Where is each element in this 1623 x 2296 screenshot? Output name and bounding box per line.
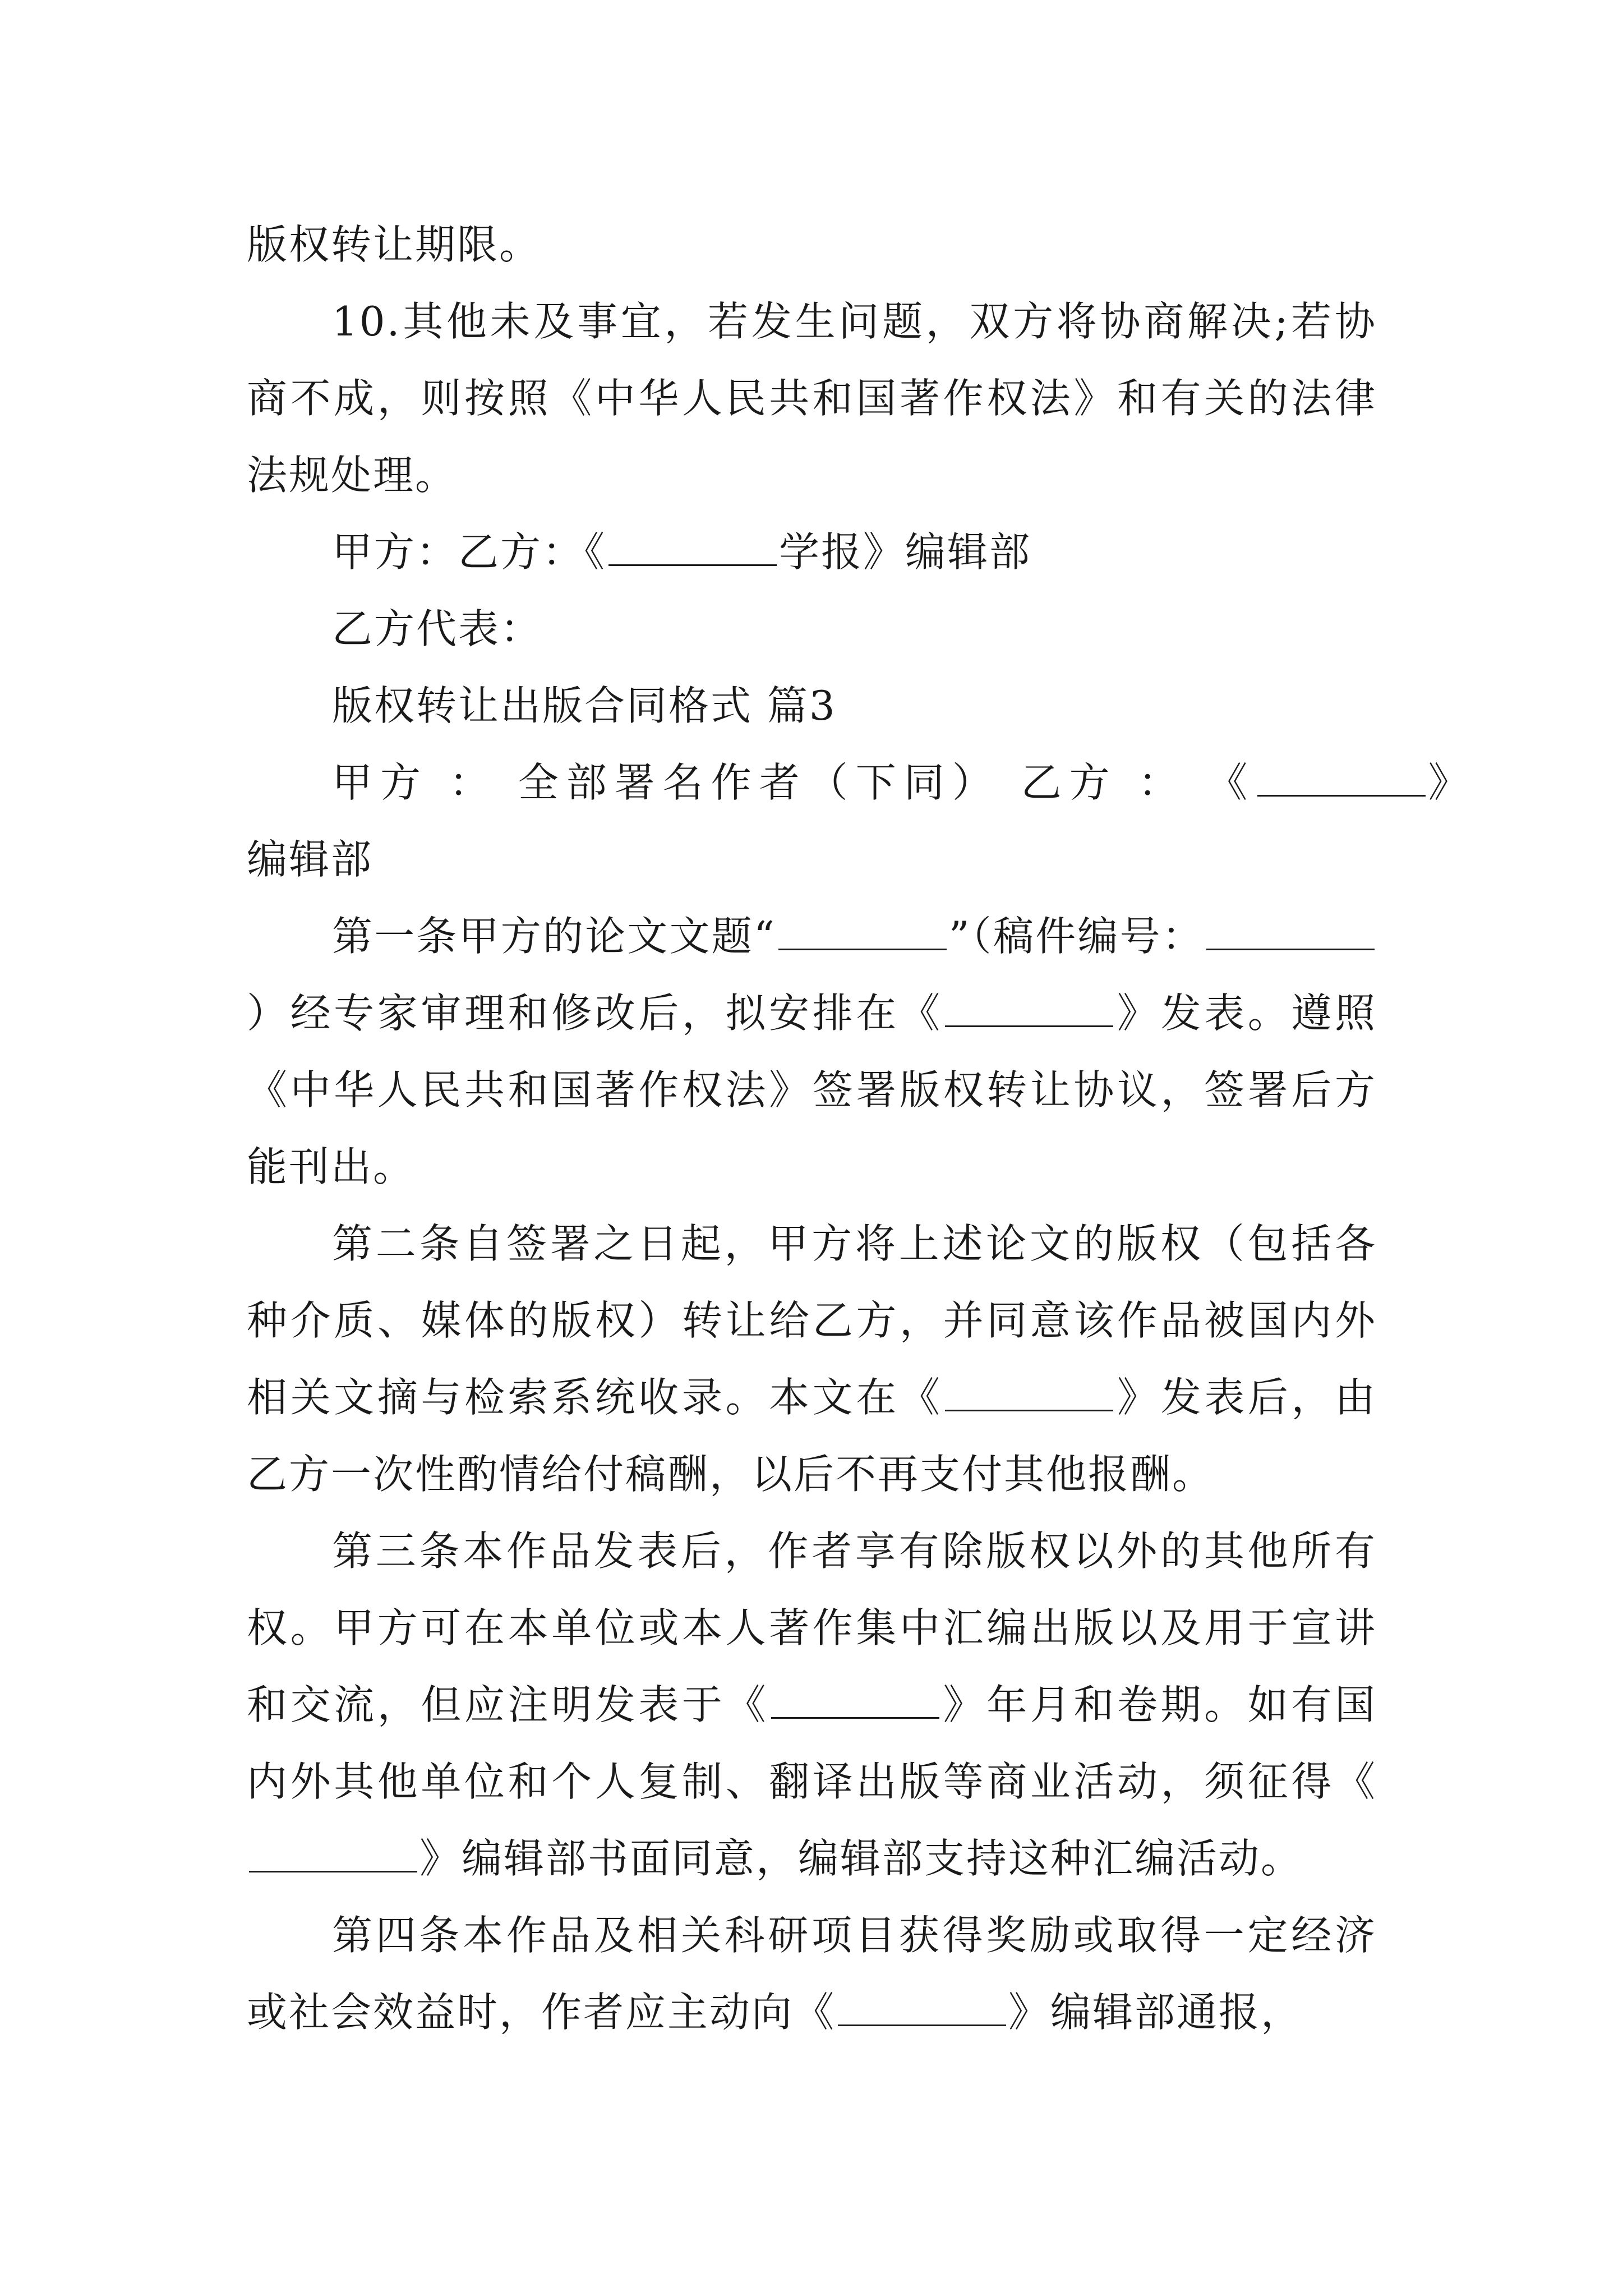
blank-field xyxy=(249,1838,417,1872)
article-3-text-c: 》编辑部书面同意，编辑部支持这种汇编活动。 xyxy=(419,1835,1303,1882)
article-2-text-b: 》发表后，由乙方一次性酌情给付稿酬，以后不再支付其他报酬。 xyxy=(247,1374,1377,1498)
blank-field xyxy=(1257,762,1426,797)
signature-journal-label: 学报》编辑部 xyxy=(779,528,1032,576)
term-10-text: 10.其他未及事宜，若发生问题，双方将协商解决;若协商不成，则按照《中华人民共和国著作权法》和有关的法律法规处理。 xyxy=(247,298,1377,499)
blank-field xyxy=(945,993,1113,1027)
article-1-text-c: ）经专家审理和修改后，拟安排在《 xyxy=(247,990,943,1037)
blank-field xyxy=(608,532,777,566)
blank-field xyxy=(945,1377,1113,1411)
article-4-text-b: 》编辑部通报， xyxy=(1008,1989,1303,2036)
blank-field xyxy=(771,1685,939,1719)
parties-close-text: 》 xyxy=(1428,759,1477,806)
signature-line-representative xyxy=(247,591,1377,668)
parties-line-2 xyxy=(247,821,1377,898)
parties-text: 甲方 ： 全部署名作者（下同） 乙方 ： 《 xyxy=(332,759,1256,806)
article-1-text-a: 第一条甲方的论文文题“ xyxy=(332,913,776,960)
paragraph-article-2 xyxy=(247,1205,1377,1513)
paragraph-term-10 xyxy=(247,283,1377,514)
document-body xyxy=(247,206,1477,2051)
term-continuation-text: 版权转让期限。 xyxy=(247,221,542,268)
signature-line-parties xyxy=(247,514,1377,591)
representative-label: 乙方代表： xyxy=(332,605,543,652)
paragraph-term-continuation xyxy=(247,206,1377,283)
article-2-text-a: 第二条自签署之日起，甲方将上述论文的版权（包括各种介质、媒体的版权）转让给乙方，并同意该作品被国内外相关文摘与检索系统收录。本文在《 xyxy=(247,1220,1377,1421)
blank-field xyxy=(778,916,947,950)
signature-parties-label: 甲方：乙方：《 xyxy=(332,528,607,576)
paragraph-article-1 xyxy=(247,898,1377,1205)
blank-field xyxy=(1206,916,1375,950)
section-heading xyxy=(247,668,1377,744)
section-heading-text: 版权转让出版合同格式 篇3 xyxy=(332,682,837,729)
article-1-text-b: ”（稿件编号： xyxy=(948,913,1204,960)
article-4-text-a: 第四条本作品及相关科研项目获得奖励或取得一定经济或社会效益时，作者应主动向《 xyxy=(247,1912,1377,2036)
paragraph-article-3 xyxy=(247,1513,1377,1897)
article-1-text-d: 》发表。遵照《中华人民共和国著作权法》签署版权转让协议，签署后方能刊出。 xyxy=(247,990,1377,1190)
article-3-text-a: 第三条本作品发表后，作者享有除版权以外的其他所有权。甲方可在本单位或本人著作集中汇编出版以及用于宣讲和交流，但应注明发表于《 xyxy=(247,1527,1377,1728)
paragraph-article-4 xyxy=(247,1897,1377,2051)
article-3-text-b: 》年月和卷期。如有国内外其他单位和个人复制、翻译出版等商业活动，须征得《 xyxy=(247,1681,1377,1805)
blank-field xyxy=(838,1992,1006,2026)
parties-editorial-text: 编辑部 xyxy=(247,836,374,883)
parties-line xyxy=(247,744,1477,821)
